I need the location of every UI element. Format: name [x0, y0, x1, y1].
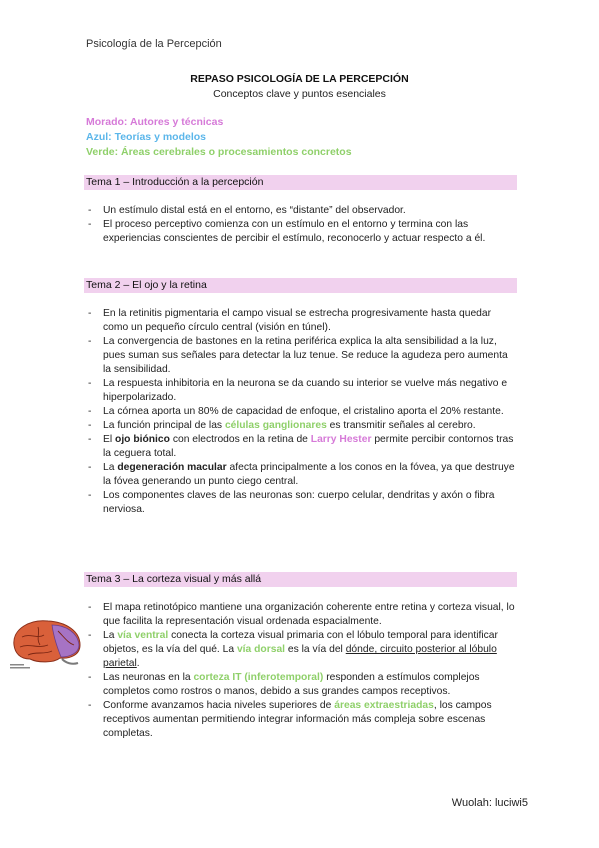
- list-item: - La convergencia de bastones en la retina periférica explica la alta sensibilidad a la luz, pues suman sus señales para detectar la luz tenue. Se reduce la agudeza pero aumenta la sensibilidad.: [86, 335, 516, 377]
- document-subtitle: Conceptos clave y puntos esenciales: [213, 88, 386, 100]
- highlight-brain-area: corteza IT (inferotemporal): [193, 672, 324, 683]
- list-item-text: con electrodos en la retina de: [169, 434, 311, 445]
- list-item-text: responden a estímulos complejos completos como rostros o manos, debido a sus grandes campos receptivos.: [103, 672, 480, 697]
- bold-term: ojo biónico: [115, 434, 170, 445]
- list-item: - La respuesta inhibitoria en la neurona se da cuando su interior se vuelve más negativo e hiperpolarizado.: [86, 377, 516, 405]
- list-item: - El proceso perceptivo comienza con un estímulo en el entorno y termina con las experiencias conscientes de percibir el estímulo, reconocerlo y actuar respecto a él.: [86, 218, 516, 246]
- list-item: - La córnea aporta un 80% de capacidad de enfoque, el cristalino aporta el 20% restante.: [86, 405, 516, 419]
- list-item-text: afecta principalmente a los conos en la fóvea, ya que destruye la fóvea generando un punto ciego central.: [103, 462, 515, 487]
- section-list-tema-1: [86, 204, 516, 246]
- section-list-tema-2: [86, 307, 516, 517]
- footer-credit: Wuolah: luciwi5: [451, 797, 528, 809]
- section-heading-tema-2: Tema 2 – El ojo y la retina: [84, 278, 517, 293]
- highlight-author: Larry Hester: [310, 434, 372, 445]
- highlight-brain-area: células ganglionares: [224, 420, 327, 431]
- section-list-tema-3: [86, 601, 516, 741]
- list-item: - Un estímulo distal está en el entorno, es “distante” del observador.: [86, 204, 516, 218]
- list-item: [86, 699, 516, 741]
- page-header: Psicología de la Percepción: [86, 38, 222, 50]
- list-item-text: Conforme avanzamos hacia niveles superiores de: [103, 700, 335, 711]
- underlined-text: dónde, circuito posterior al lóbulo parietal: [103, 644, 497, 669]
- list-item-text: La: [103, 462, 118, 473]
- list-item-text: es transmitir señales al cerebro.: [326, 420, 476, 431]
- list-item-text: es la vía del: [285, 644, 346, 655]
- list-item-text: .: [136, 658, 140, 669]
- legend-purple: Morado: Autores y técnicas: [86, 116, 224, 128]
- legend-blue: Azul: Teorías y modelos: [86, 131, 206, 143]
- highlight-brain-area: vía ventral: [117, 630, 169, 641]
- section-heading-tema-3: Tema 3 – La corteza visual y más allá: [84, 572, 517, 587]
- list-item: [86, 461, 516, 489]
- list-item: [86, 629, 516, 671]
- list-item: - El mapa retinotópico mantiene una organización coherente entre retina y corteza visual, lo que facilita la representación visual ordenada espacialmente.: [86, 601, 516, 629]
- list-item-text: , los campos receptivos aumentan permitiendo integrar información más compleja sobre escenas completas.: [103, 700, 492, 739]
- bold-term: degeneración macular: [117, 462, 227, 473]
- list-item-text: La función principal de las: [103, 420, 225, 431]
- legend-green: Verde: Áreas cerebrales o procesamientos concretos: [86, 146, 352, 158]
- list-item-text: permite percibir contornos tras la ceguera total.: [103, 434, 514, 459]
- section-heading-tema-1: Tema 1 – Introducción a la percepción: [84, 175, 517, 190]
- list-item: [86, 419, 516, 433]
- list-item: [86, 433, 516, 461]
- highlight-brain-area: vía dorsal: [236, 644, 286, 655]
- list-item-text: conecta la corteza visual primaria con el lóbulo temporal para identificar objetos, es la vía del qué. La: [103, 630, 498, 655]
- list-item: - En la retinitis pigmentaria el campo visual se estrecha progresivamente hasta quedar como un pequeño círculo central (visión en túnel).: [86, 307, 516, 335]
- list-item-text: El: [103, 434, 116, 445]
- list-item: [86, 671, 516, 699]
- brain-illustration-icon: [8, 615, 86, 670]
- highlight-brain-area: áreas extraestriadas: [334, 700, 434, 711]
- list-item-text: La: [103, 630, 118, 641]
- list-item: - Los componentes claves de las neuronas son: cuerpo celular, dendritas y axón o fibra nerviosa.: [86, 489, 516, 517]
- document-title: REPASO PSICOLOGÍA DE LA PERCEPCIÓN: [190, 73, 409, 85]
- list-item-text: Las neuronas en la: [103, 672, 194, 683]
- color-legend: [86, 115, 352, 160]
